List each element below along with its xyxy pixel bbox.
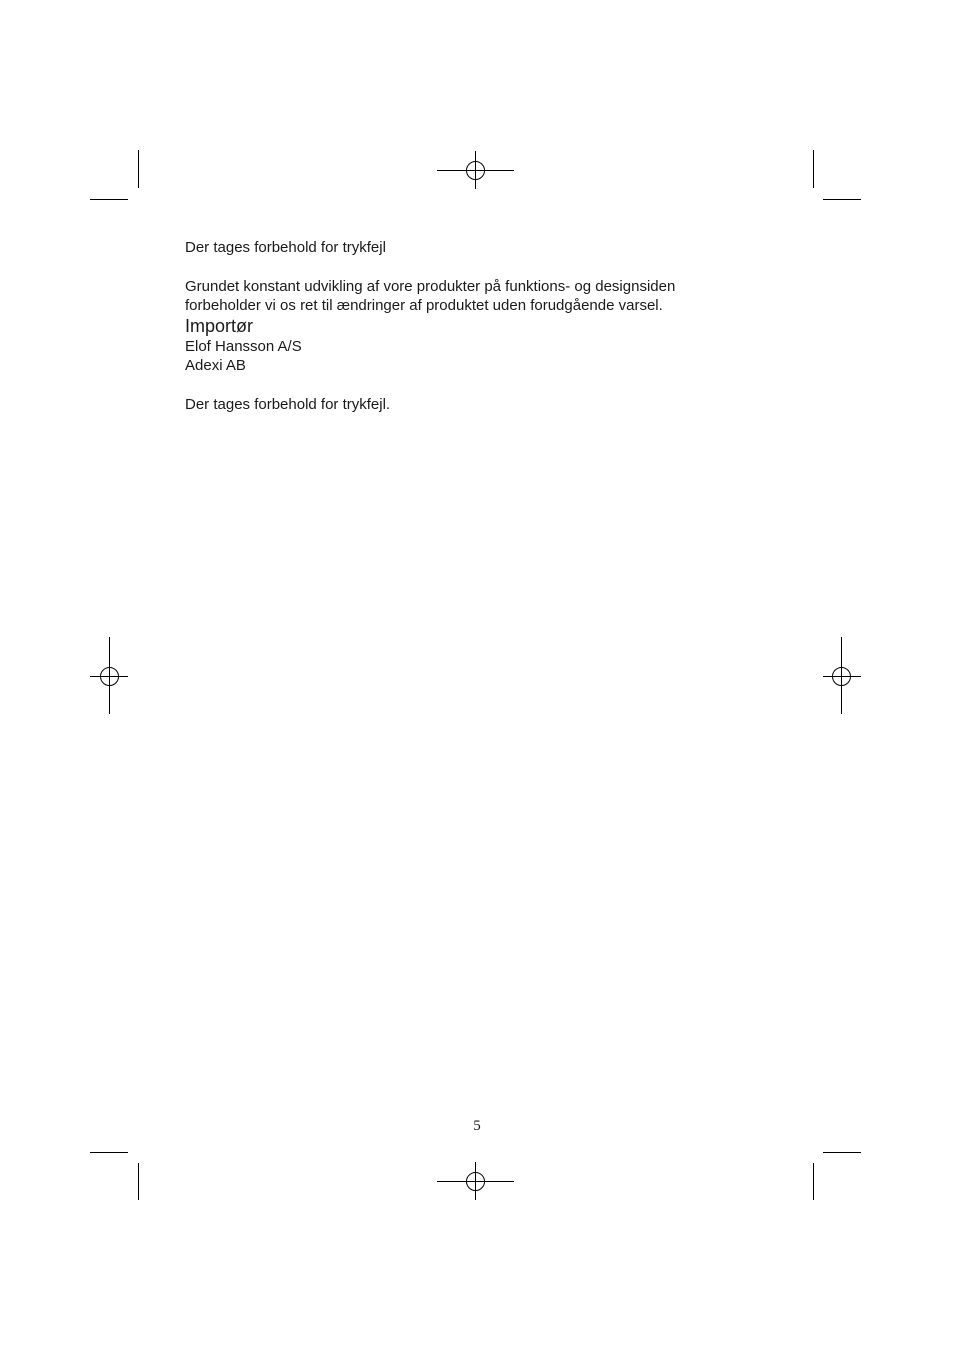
final-disclaimer-text: Der tages forbehold for trykfejl. — [185, 396, 391, 413]
spacer — [185, 375, 785, 395]
registration-mark-top — [437, 151, 514, 189]
notice-line-1: Grundet konstant udvikling af vore produkter på funktions- og designsiden — [185, 278, 676, 295]
importer-name-2: Adexi AB — [185, 357, 246, 374]
importer-name-1: Elof Hansson A/S — [185, 338, 302, 355]
page-number: 5 — [473, 1118, 481, 1134]
registration-mark-bottom — [437, 1162, 514, 1200]
registration-mark-right — [823, 637, 861, 714]
disclaimer-text: Der tages forbehold for trykfejl — [185, 239, 386, 256]
importer-heading: Importør — [185, 316, 254, 336]
notice-line-2: forbeholder vi os ret til ændringer af produktet uden forudgående varsel. — [185, 297, 663, 314]
spacer — [185, 257, 785, 277]
document-body — [185, 238, 785, 414]
registration-mark-left — [90, 637, 128, 714]
